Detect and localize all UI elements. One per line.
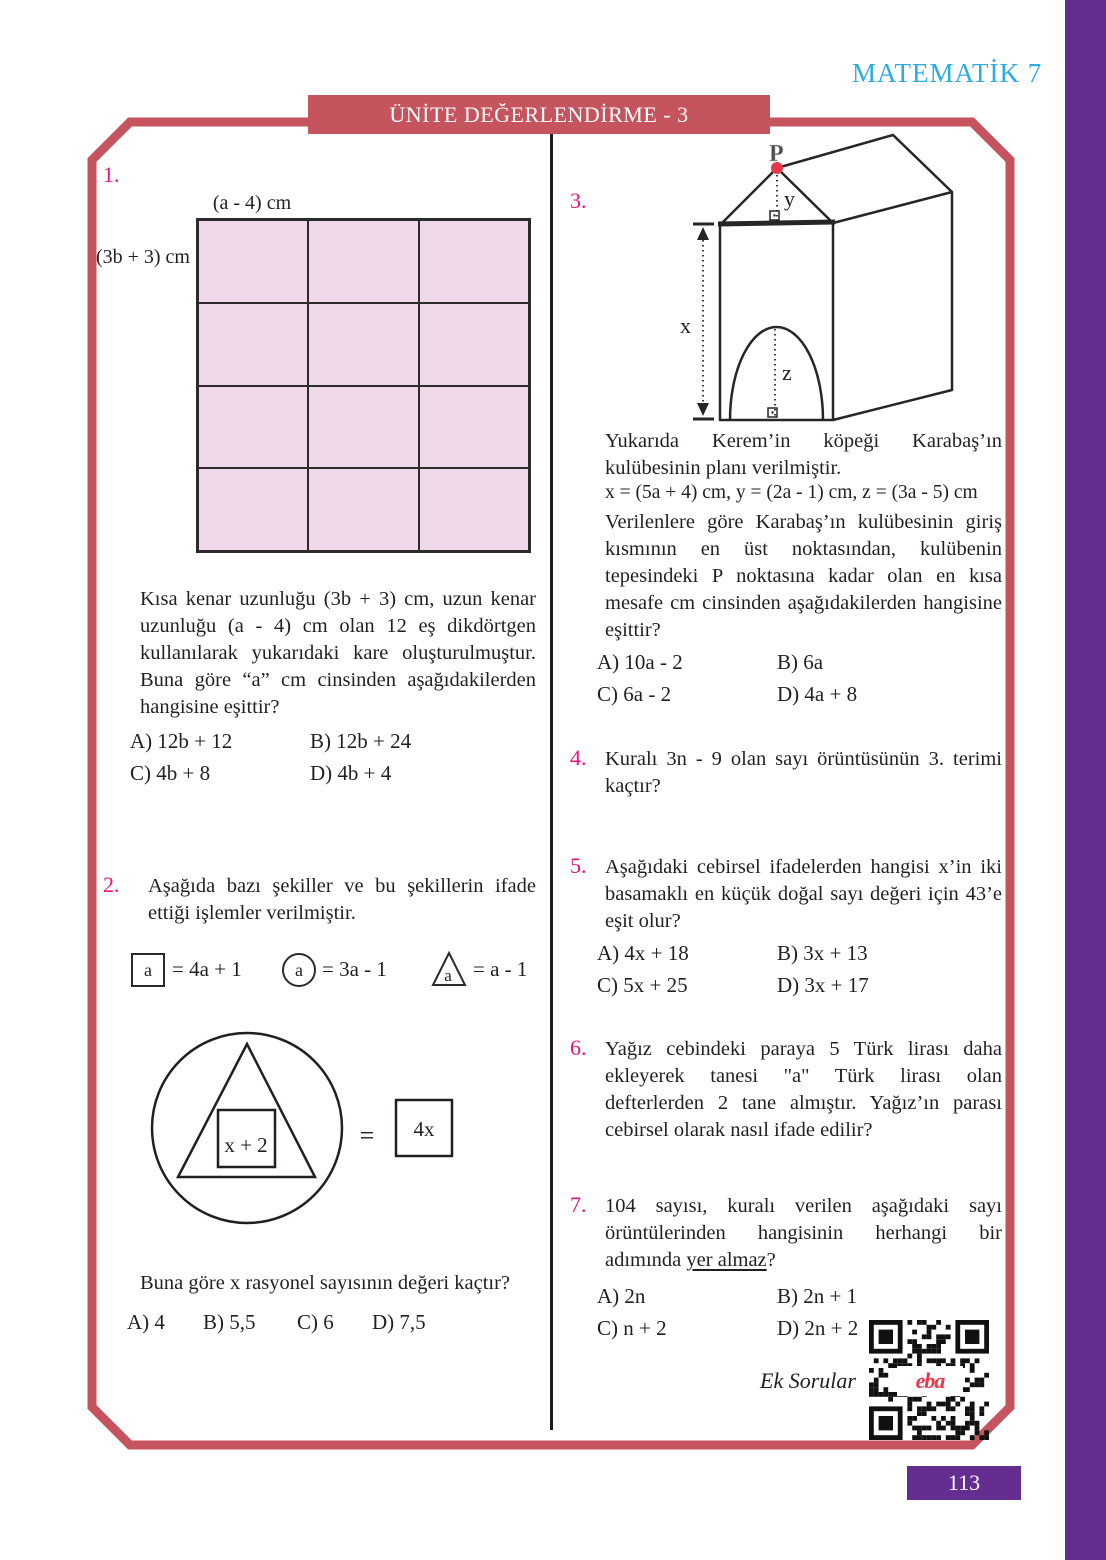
q2-option-d: D) 7,5 [372,1310,426,1334]
q2-figure [138,1018,468,1253]
q6-text: Yağız cebindeki paraya 5 Türk lirası daha ekleyerek tanesi "a" Türk lirası olan defterlerden 2 tane almıştır. Yağız’ın parası cebirsel olarak nasıl ifade edilir? [605,1038,1002,1141]
q7-option-c: C) n + 2 [597,1316,667,1340]
q5-number: 5. [570,853,587,878]
q3-text-question: Verilenlere göre Karabaş’ın kulübesinin giriş kısmının en üst noktasından, kulübenin tepesindeki P noktasına kadar olan en kısa mesafe cm cinsinden aşağıdakilerden hangisine eşittir? [605,511,1002,641]
q3-label-x: x [680,313,691,338]
grid-cell [419,386,529,469]
triangle-formula: = a - 1 [473,957,528,981]
q3-doghouse-figure [618,133,1013,433]
q7-number: 7. [570,1192,587,1217]
q3-text-intro: Yukarıda Kerem’in köpeği Karabaş’ın kulübesinin planı verilmiştir. [605,430,1002,479]
q3-number: 3. [570,188,587,213]
grid-cell [419,468,529,551]
grid-cell [198,220,308,303]
q5-option-c: C) 5x + 25 [597,973,688,997]
q2-inner-value: x + 2 [224,1133,268,1157]
q7-text [605,1193,1002,1274]
grid-cell [308,386,418,469]
grid-cell [198,303,308,386]
q7-text-post: ? [766,1249,776,1271]
circle-symbol [282,953,316,987]
q7-text-pre: 104 sayısı, kuralı verilen aşağıdaki sayı örüntülerinden hangisinin herhangi bir adımında [605,1195,1002,1271]
q3-formula: x = (5a + 4) cm, y = (2a - 1) cm, z = (3a - 5) cm [605,482,978,503]
circle-symbol-letter: a [295,959,303,980]
q2-result-value: 4x [413,1117,435,1141]
page-number: 113 [907,1466,1021,1500]
q5-option-d: D) 3x + 17 [777,973,869,997]
circle-formula: = 3a - 1 [322,957,387,981]
square-symbol-letter: a [144,959,152,980]
q2-equals-sign: = [359,1121,375,1150]
q7-option-b: B) 2n + 1 [777,1284,858,1308]
q5-text: Aşağıdaki cebirsel ifadelerden hangisi x’in iki basamaklı en küçük doğal sayı değeri için 43’e eşit olur? [605,856,1002,932]
square-symbol [131,953,165,987]
q5-option-b: B) 3x + 13 [777,941,868,965]
q3-option-a: A) 10a - 2 [597,650,683,674]
q1-width-label: (a - 4) cm [212,192,292,214]
q7-option-a: A) 2n [597,1284,646,1308]
q1-rectangle-grid [196,218,531,553]
q7-text-underlined: yer almaz [686,1249,767,1271]
q2-number: 2. [103,872,120,897]
eba-logo [897,1366,963,1396]
q1-option-d: D) 4b + 4 [310,761,392,785]
grid-cell [308,220,418,303]
square-formula: = 4a + 1 [172,957,242,981]
q7-option-d: D) 2n + 2 [777,1316,859,1340]
grid-cell [198,386,308,469]
q2-option-a: A) 4 [127,1310,165,1334]
grid-cell [198,468,308,551]
q4-text: Kuralı 3n - 9 olan sayı örüntüsünün 3. terimi kaçtır? [605,748,1002,797]
column-divider [550,134,553,1430]
q1-number: 1. [103,162,120,187]
grid-cell [308,303,418,386]
q3-label-y: y [784,186,795,211]
triangle-symbol [431,950,467,988]
q6-number: 6. [570,1035,587,1060]
q3-option-d: D) 4a + 8 [777,682,858,706]
q1-option-b: B) 12b + 24 [310,729,412,753]
q1-option-c: C) 4b + 8 [130,761,211,785]
q2-option-c: C) 6 [297,1310,334,1334]
q2-option-b: B) 5,5 [203,1310,256,1334]
extra-questions-label: Ek Sorular [760,1368,856,1393]
q3-label-z: z [782,360,792,385]
q1-option-a: A) 12b + 12 [130,729,233,753]
q2-question: Buna göre x rasyonel sayısının değeri kaçtır? [140,1272,511,1294]
triangle-symbol-letter: a [444,966,452,985]
q3-option-c: C) 6a - 2 [597,682,672,706]
q3-label-p: P [769,141,784,167]
grid-cell [308,468,418,551]
q1-height-label: (3b + 3) cm [95,246,190,268]
section-banner: ÜNİTE DEĞERLENDİRME - 3 [308,95,770,134]
grid-cell [419,220,529,303]
grid-cell [419,303,529,386]
q1-text: Kısa kenar uzunluğu (3b + 3) cm, uzun kenar uzunluğu (a - 4) cm olan 12 eş dikdörtgen kullanılarak yukarıdaki kare oluşturulmuştur. Buna göre “a” cm cinsinden aşağıdakilerden hangisine eşittir? [140,588,536,718]
q2-text: Aşağıda bazı şekiller ve bu şekillerin ifade ettiği işlemler verilmiştir. [148,875,536,924]
q3-option-b: B) 6a [777,650,824,674]
q5-option-a: A) 4x + 18 [597,941,689,965]
q4-number: 4. [570,745,587,770]
eba-logo-text: eba [915,1368,945,1393]
page-title: MATEMATİK 7 [852,58,1043,88]
